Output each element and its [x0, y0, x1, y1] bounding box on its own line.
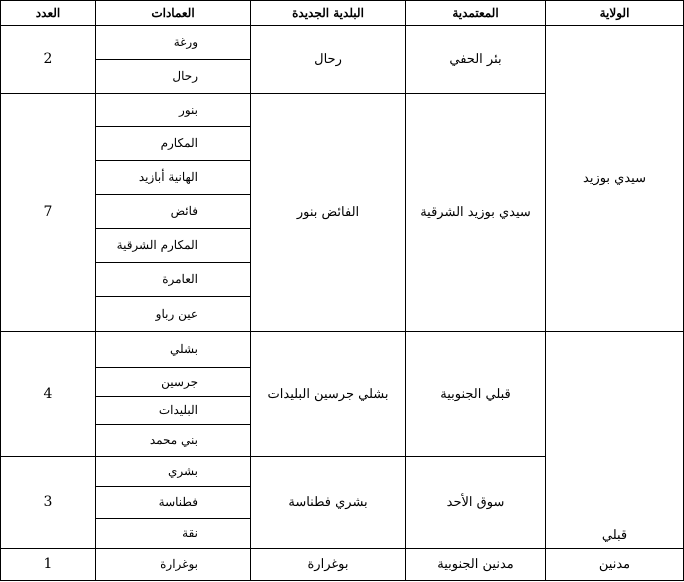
sector-cell: نقة: [182, 526, 198, 540]
municipality-cell: الفائض بنور: [296, 205, 360, 220]
delegation-cell: قبلي الجنوبية: [440, 386, 511, 402]
sector-cell: العامرة: [162, 272, 198, 286]
state-cell: سيدي بوزيد: [583, 171, 647, 186]
municipality-cell: بشلي جرسين البليدات: [267, 386, 389, 402]
sector-cell: البليدات: [158, 403, 198, 417]
sector-cell: المكارم الشرقية: [116, 238, 198, 252]
header-delegation: المعتمدية: [452, 5, 499, 20]
sector-cell: فطناسة: [158, 495, 198, 509]
municipality-cell: بوغرارة: [307, 557, 349, 572]
count-cell: 3: [43, 494, 53, 510]
count-cell: 4: [43, 385, 53, 402]
municipality-cell: بشري فطناسة: [288, 495, 368, 510]
sector-cell: بشلي: [169, 342, 198, 356]
header-state: الولاية: [599, 5, 630, 20]
delegation-cell: مدنين الجنوبية: [437, 557, 514, 572]
municipality-cell: رحال: [314, 52, 342, 67]
sector-cell: فائض: [170, 204, 198, 218]
sector-cell: بوغرارة: [160, 557, 198, 571]
count-cell: 7: [43, 204, 53, 220]
header-municipality: البلدية الجديدة: [292, 5, 364, 20]
sector-cell: المكارم: [160, 136, 198, 150]
state-cell: مدنين: [598, 557, 631, 572]
sector-cell: الهانية أبازيد: [138, 170, 198, 184]
sector-cell: جرسين: [161, 374, 198, 389]
sector-cell: عين رباو: [155, 306, 198, 321]
count-cell: 2: [43, 51, 53, 67]
sector-cell: بشري: [167, 464, 198, 478]
border-bottom: [0, 580, 684, 581]
header-count: العدد: [35, 5, 61, 20]
sector-cell: بني محمد: [149, 433, 198, 447]
delegation-cell: بئر الحفي: [449, 52, 502, 67]
sector-cell: بنور: [179, 102, 198, 117]
sector-cell: ورغة: [173, 35, 198, 49]
sector-cell: رحال: [172, 69, 198, 83]
count-cell: 1: [43, 556, 53, 572]
delegation-cell: سيدي بوزيد الشرقية: [420, 205, 531, 220]
header-sectors: العمادات: [151, 5, 195, 20]
state-cell: قبلي: [601, 527, 628, 543]
delegation-cell: سوق الأحد: [446, 495, 505, 510]
